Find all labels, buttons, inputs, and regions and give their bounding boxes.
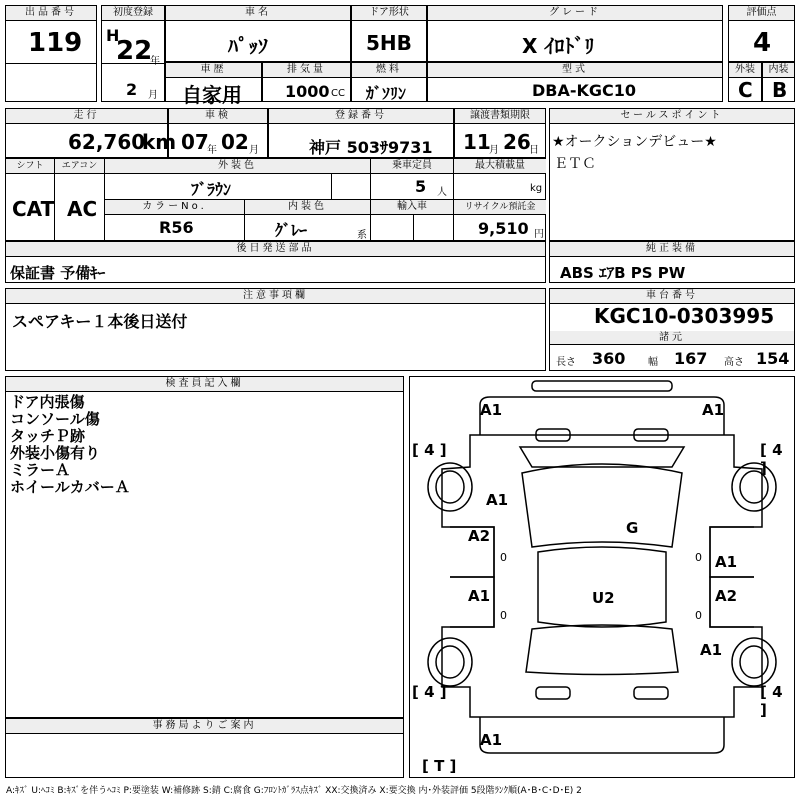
model-header: 型式 [428, 63, 722, 78]
first-registration-box [101, 5, 165, 102]
inspection-box [168, 108, 268, 158]
ext-color: ﾌﾞﾗｳﾝ [191, 180, 232, 199]
registration-number: 神戸 503ｻ9731 [309, 138, 433, 157]
damage-front-left: A1 [480, 401, 503, 419]
exterior-header: 外装 [729, 63, 761, 78]
inspection-year-unit: 年 [207, 145, 217, 156]
tire-rl: [ 4 ] [412, 683, 447, 701]
inspection-month-unit: 月 [249, 145, 259, 156]
fuel-header: 燃料 [352, 63, 426, 78]
height: 154 [756, 349, 790, 368]
interior-grade: B [772, 78, 788, 102]
mileage-box [5, 108, 177, 158]
inspector-note: ドア内張傷 [10, 393, 85, 411]
zero-mark: 0 [500, 609, 507, 622]
shift: CAT [12, 197, 55, 221]
door-type-header: ドア形状 [352, 6, 426, 21]
displacement-header: 排気量 [263, 63, 350, 78]
inspector-note: ミラーＡ [10, 461, 71, 479]
tire-fr: [ 4 ] [760, 441, 783, 477]
door-type-box [351, 5, 427, 62]
mileage: 62,760 [68, 130, 146, 154]
notes-box [5, 288, 546, 371]
history-box [165, 62, 262, 107]
tire-fl: [ 4 ] [412, 441, 447, 459]
inspector-header: 検査員記入欄 [6, 377, 403, 392]
damage-diagram [409, 376, 795, 778]
transfer-deadline-header: 譲渡書類期限 [455, 109, 545, 124]
shift-header: シフト [6, 159, 54, 174]
inspector-note: コンソール傷 [10, 410, 100, 428]
exterior-box [728, 62, 762, 102]
displacement: 1000 [285, 82, 330, 101]
zero-mark: 0 [695, 609, 702, 622]
sales-point-2: ＥＴＣ [554, 156, 596, 172]
car-outline-icon [410, 377, 794, 777]
zero-mark: 0 [500, 551, 507, 564]
displacement-box [262, 62, 351, 102]
legend: A:ｷｽﾞ U:ﾍｺﾐ B:ｷｽﾞを伴うﾍｺﾐ P:要塗装 W:補修跡 S:錆 C:腐食 G:ﾌﾛﾝﾄｶﾞﾗｽ点ｷｽﾞ XX:交換済み X:要交換 内･外装評価 5段階ﾗﾝｸ順(A･B･C･D･E) 2 [6, 786, 582, 796]
transfer-month: 11 [463, 130, 491, 154]
color-no: R56 [159, 218, 194, 237]
chassis-header: 車台番号 [550, 289, 794, 304]
width: 167 [674, 349, 708, 368]
registration-month: 2 [126, 80, 138, 99]
later-parts-header: 後日発送部品 [6, 242, 545, 257]
yen-unit: 円 [534, 229, 544, 240]
car-name-header: 車名 [166, 6, 350, 21]
length: 360 [592, 349, 626, 368]
damage-right-rear-door: A2 [715, 587, 738, 605]
damage-left-front-door: A2 [468, 527, 491, 545]
int-color: ｸﾞﾚｰ [275, 221, 308, 240]
recycle-header: リサイクル預託金 [454, 200, 546, 215]
km-unit: km [142, 130, 177, 154]
interior-box [762, 62, 795, 102]
transfer-deadline-box [454, 108, 546, 158]
damage-front-right: A1 [702, 401, 725, 419]
score-box [728, 5, 795, 62]
transfer-day-unit: 日 [529, 145, 539, 156]
height-label: 高さ [724, 357, 744, 368]
sales-point-1: ★オークションデビュー★ [552, 134, 717, 150]
spare-tire: [ T ] [422, 757, 457, 775]
lot-number: 119 [28, 28, 83, 58]
aircon: AC [67, 197, 98, 221]
cc-unit: CC [331, 88, 345, 99]
capacity-unit: 人 [437, 187, 447, 198]
max-load-header: 最大積載量 [454, 159, 546, 174]
registration-year: 22 [116, 36, 153, 66]
inspection-year: 07 [181, 130, 209, 154]
vehicle-details-box [5, 158, 546, 241]
model-box [427, 62, 723, 102]
length-label: 長さ [556, 357, 576, 368]
inspection-month: 02 [221, 130, 249, 154]
ext-color-header: 外装色 [105, 159, 370, 174]
transfer-day: 26 [503, 130, 531, 154]
import-header: 輸入車 [371, 200, 453, 215]
damage-right-rear-fender: A1 [700, 641, 723, 659]
damage-left-rear-door: A1 [468, 587, 491, 605]
int-color-header: 内装色 [245, 200, 370, 215]
history-header: 車歴 [166, 63, 261, 78]
model: DBA-KGC10 [532, 81, 637, 100]
notes: スペアキー１本後日送付 [12, 312, 188, 331]
interior-header: 内装 [763, 63, 794, 78]
zero-mark: 0 [695, 551, 702, 564]
capacity-header: 乗車定員 [371, 159, 453, 174]
notes-header: 注意事項欄 [6, 289, 545, 304]
recycle-fee: 9,510 [478, 219, 529, 238]
specs-header: 諸元 [550, 331, 794, 345]
lot-number-box [5, 5, 97, 102]
exterior-grade: C [738, 78, 753, 102]
fuel: ｶﾞｿﾘﾝ [366, 84, 407, 103]
equipment-box [549, 241, 795, 283]
tire-rr: [ 4 ] [760, 683, 783, 719]
car-name-box [165, 5, 351, 62]
inspector-note: ホイールカバーＡ [10, 478, 130, 496]
inspector-note: タッチＰ跡 [10, 427, 86, 445]
capacity: 5 [415, 177, 427, 196]
sales-point-header: セールスポイント [550, 109, 794, 124]
score: 4 [753, 28, 772, 58]
equipment: ABS ｴｱB PS PW [560, 264, 686, 282]
registration-number-header: 登録番号 [269, 109, 453, 124]
office-box [5, 718, 404, 778]
grade-box [427, 5, 723, 62]
later-parts-box [5, 241, 546, 283]
transfer-month-unit: 月 [489, 145, 499, 156]
year-unit: 年 [150, 56, 160, 67]
lot-number-header: 出品番号 [6, 6, 96, 21]
history: 自家用 [182, 83, 242, 107]
grade-header: グレード [428, 6, 722, 21]
month-unit: 月 [148, 90, 158, 101]
damage-glass-g: G [626, 519, 639, 537]
int-color-kei: 系 [357, 230, 367, 241]
sales-point-box [549, 108, 795, 241]
chassis-number: KGC10-0303995 [594, 304, 775, 328]
inspector-note: 外装小傷有り [10, 444, 101, 462]
grade: X ｲﾛﾄﾞﾘ [522, 34, 595, 58]
inspector-box [5, 376, 404, 718]
width-label: 幅 [648, 357, 658, 368]
era-mark: H [106, 26, 120, 45]
damage-right-front-door: A1 [715, 553, 738, 571]
later-parts: 保証書 予備ｷｰ [10, 264, 106, 282]
damage-rear: A1 [480, 731, 503, 749]
equipment-header: 純正装備 [550, 242, 794, 257]
mileage-header: 走行 [6, 109, 167, 124]
chassis-box [549, 288, 795, 371]
kg-unit: kg [530, 183, 543, 194]
door-type: 5HB [366, 31, 412, 55]
fuel-box [351, 62, 427, 102]
aircon-header: エアコン [55, 159, 104, 174]
color-no-header: カラーNo. [105, 200, 244, 215]
office-header: 事務局よりご案内 [6, 719, 403, 734]
registration-number-box [268, 108, 454, 158]
car-name: ﾊﾟｯｿ [228, 34, 268, 58]
damage-roof-u2: U2 [592, 589, 615, 607]
first-registration-header: 初度登録 [102, 6, 164, 21]
score-header: 評価点 [729, 6, 794, 21]
damage-front-glass: A1 [486, 491, 509, 509]
inspection-header: 車検 [169, 109, 267, 124]
